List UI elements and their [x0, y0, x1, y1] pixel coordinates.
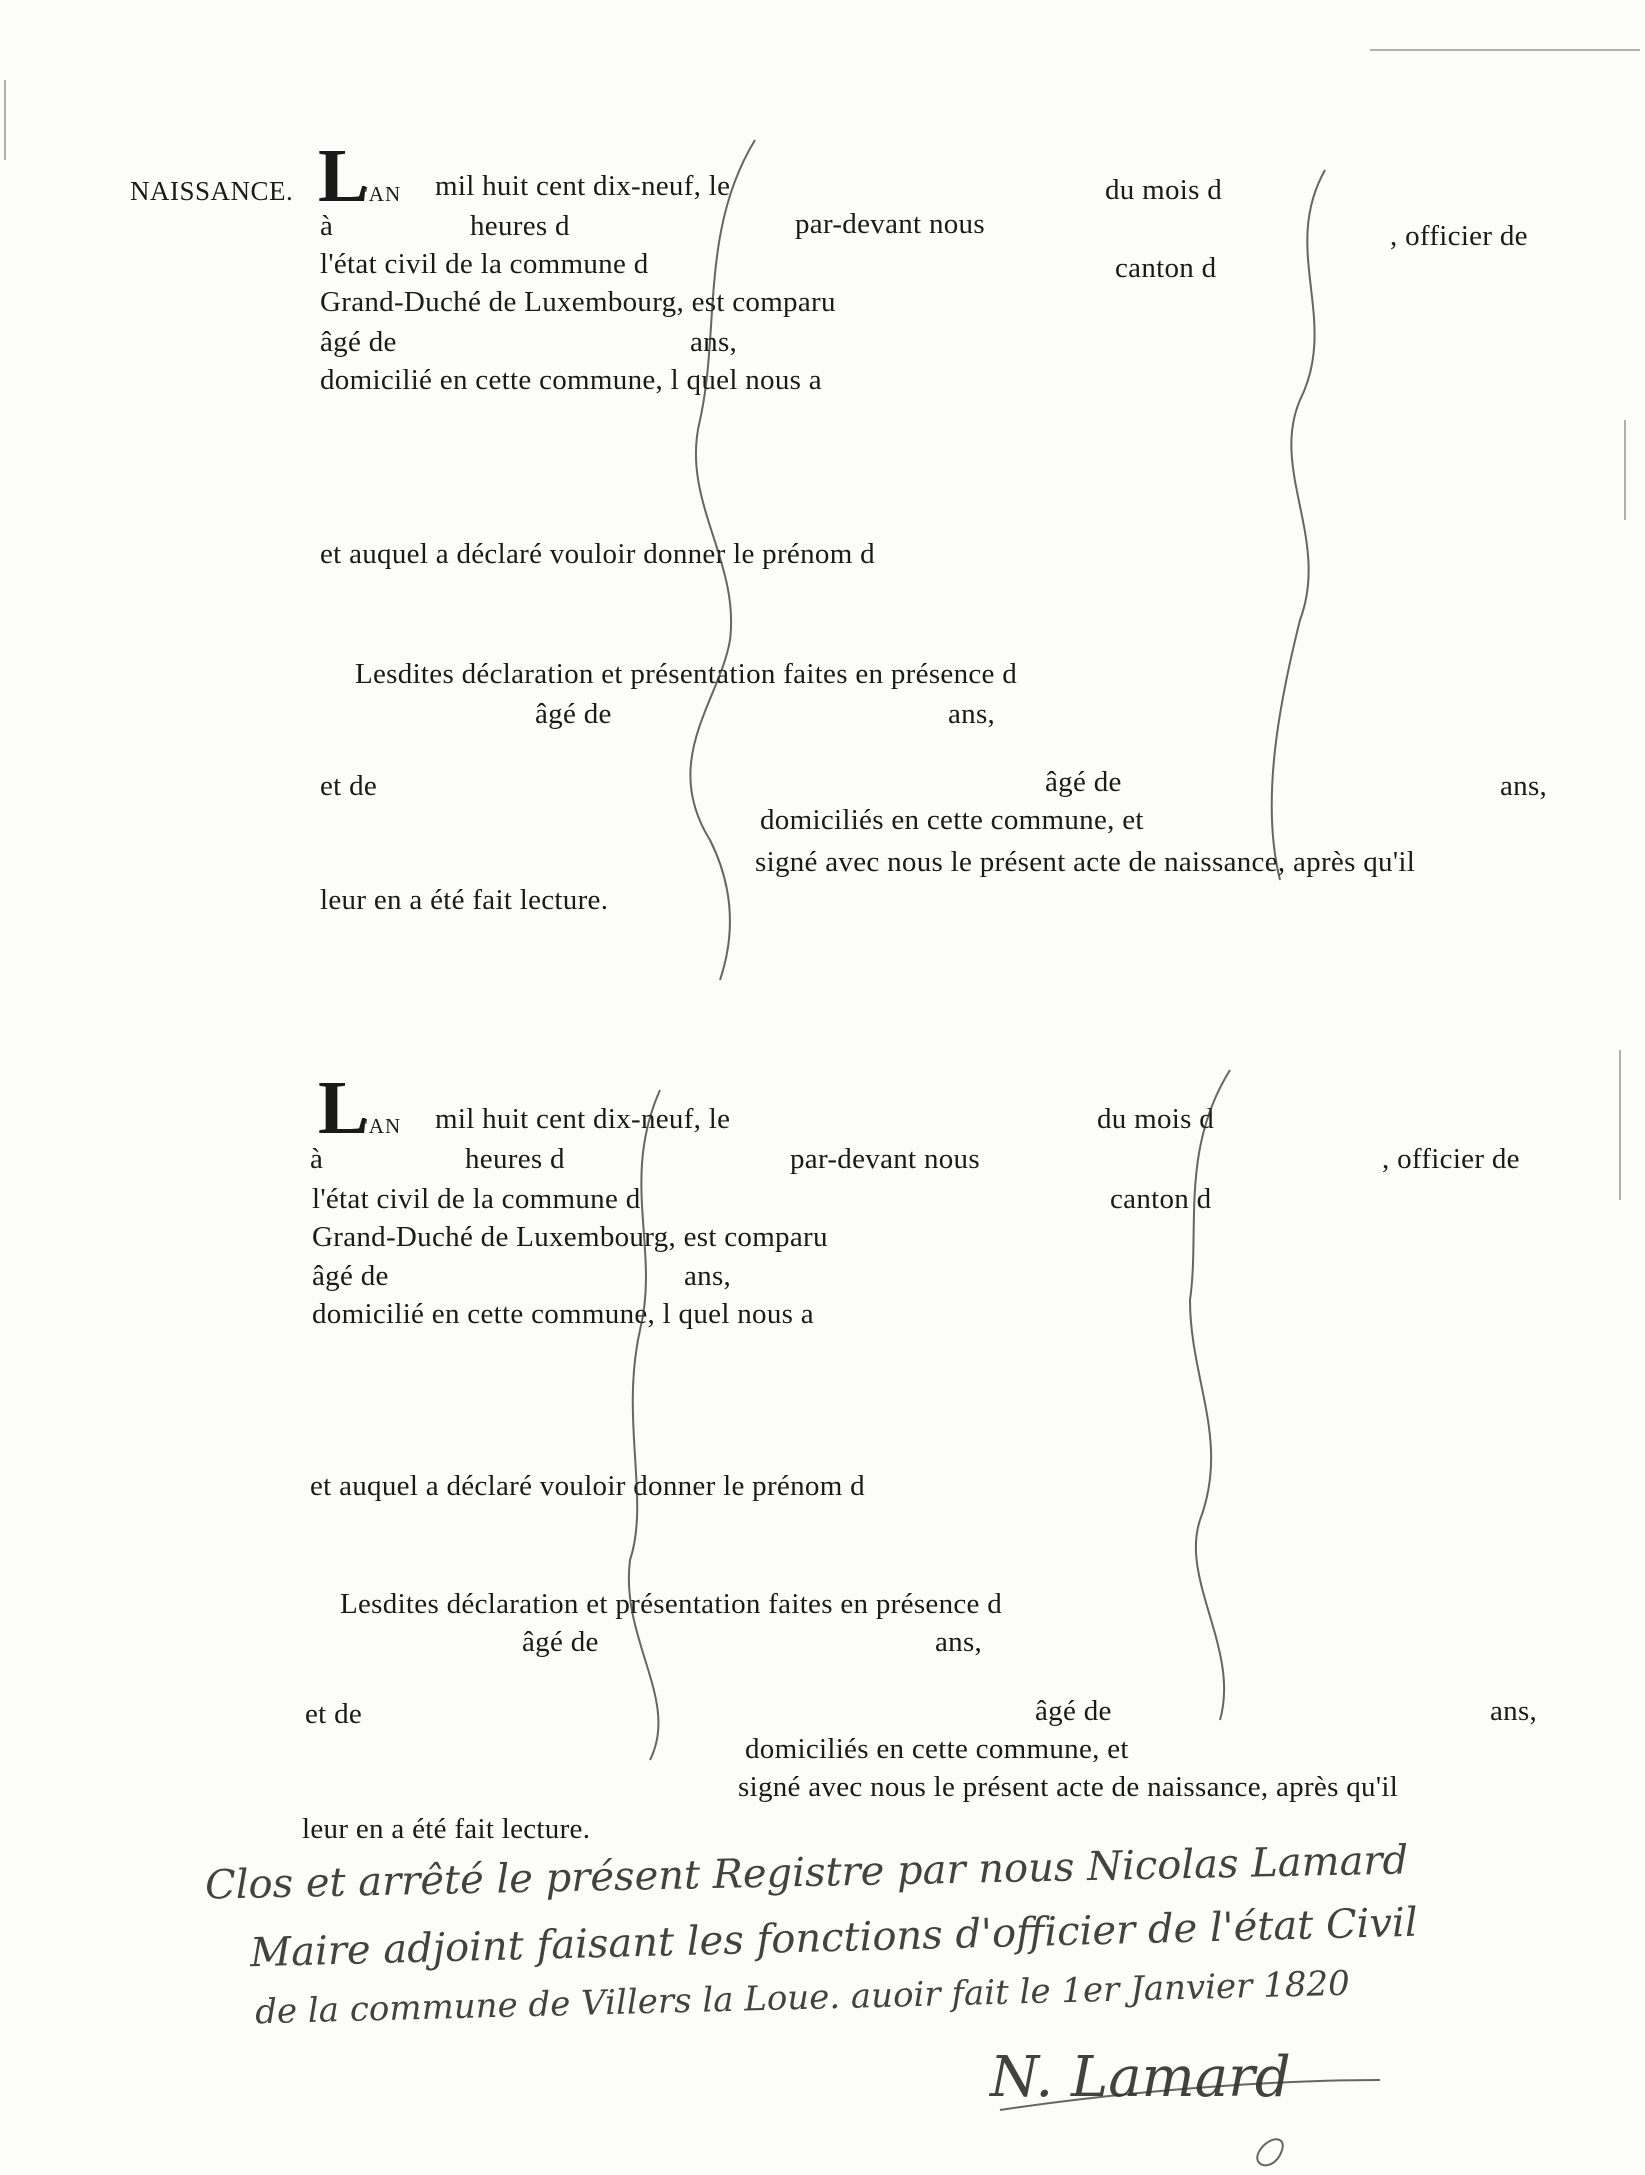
- line-signed: signé avec nous le présent acte de naissance, après qu'il: [738, 1771, 1399, 1803]
- margin-label-naissance: NAISSANCE.: [130, 176, 294, 206]
- line-month: du mois d: [1097, 1103, 1215, 1135]
- line-before-us: par-devant nous: [790, 1143, 980, 1175]
- line-duchy: Grand-Duché de Luxembourg, est comparu: [320, 286, 836, 318]
- drop-cap: L: [318, 134, 369, 218]
- line-years: ans,: [684, 1260, 732, 1292]
- line-first-name: et auquel a déclaré vouloir donner le prénom d: [320, 538, 875, 570]
- line-witness2-years: ans,: [1490, 1695, 1538, 1727]
- line-witness2: et de: [305, 1698, 363, 1730]
- line-age: âgé de: [320, 326, 397, 358]
- line-domiciled: domiciliés en cette commune, et: [760, 804, 1144, 836]
- drop-cap: L: [318, 1066, 369, 1150]
- line-domicile: domicilié en cette commune, l quel nous a: [320, 364, 822, 396]
- signature-loop: [1257, 2139, 1282, 2165]
- line-witness2-age: âgé de: [1045, 766, 1122, 798]
- line-read: leur en a été fait lecture.: [302, 1813, 591, 1845]
- line-years: ans,: [690, 326, 738, 358]
- line-a: à: [310, 1143, 324, 1175]
- line-hours: heures d: [465, 1143, 565, 1175]
- line-officer: , officier de: [1382, 1143, 1520, 1175]
- fold-crease-2: [1272, 170, 1325, 880]
- fold-crease-3: [629, 1090, 660, 1760]
- closing-line-1: Clos et arrêté le présent Registre par nous Nicolas Lamard: [204, 1837, 1409, 1909]
- line-witness1-age: âgé de: [535, 698, 612, 730]
- fold-crease-4: [1190, 1070, 1230, 1720]
- an-text: 'AN: [364, 182, 402, 206]
- line-canton: canton d: [1115, 252, 1217, 284]
- line-domiciled: domiciliés en cette commune, et: [745, 1733, 1129, 1765]
- line-witnesses: Lesdites déclaration et présentation faites en présence d: [340, 1588, 1003, 1620]
- line-commune: l'état civil de la commune d: [312, 1183, 641, 1215]
- line-witness2-age: âgé de: [1035, 1695, 1112, 1727]
- line-commune: l'état civil de la commune d: [320, 248, 649, 280]
- line-canton: canton d: [1110, 1183, 1212, 1215]
- line-witness1-years: ans,: [948, 698, 996, 730]
- line-month: du mois d: [1105, 174, 1223, 206]
- line-year: mil huit cent dix-neuf, le: [435, 170, 731, 202]
- closing-line-2: Maire adjoint faisant les fonctions d'officier de l'état Civil: [249, 1899, 1419, 1977]
- line-witness2: et de: [320, 770, 378, 802]
- line-witness2-years: ans,: [1500, 770, 1548, 802]
- line-a: à: [320, 210, 334, 242]
- an-text: 'AN: [364, 1114, 402, 1138]
- line-domicile: domicilié en cette commune, l quel nous a: [312, 1298, 814, 1330]
- line-year: mil huit cent dix-neuf, le: [435, 1103, 731, 1135]
- closing-line-3: de la commune de Villers la Loue. auoir fait le 1er Janvier 1820: [254, 1963, 1351, 2033]
- line-witnesses: Lesdites déclaration et présentation faites en présence d: [355, 658, 1018, 690]
- line-read: leur en a été fait lecture.: [320, 884, 609, 916]
- line-signed: signé avec nous le présent acte de naissance, après qu'il: [755, 846, 1416, 878]
- line-witness1-years: ans,: [935, 1626, 983, 1658]
- line-officer: , officier de: [1390, 220, 1528, 252]
- fold-crease-1: [690, 140, 755, 980]
- line-first-name: et auquel a déclaré vouloir donner le prénom d: [310, 1470, 865, 1502]
- line-witness1-age: âgé de: [522, 1626, 599, 1658]
- signature-flourish: [1000, 2080, 1380, 2110]
- line-hours: heures d: [470, 210, 570, 242]
- line-age: âgé de: [312, 1260, 389, 1292]
- line-before-us: par-devant nous: [795, 208, 985, 240]
- line-duchy: Grand-Duché de Luxembourg, est comparu: [312, 1221, 828, 1253]
- signature: N. Lamard: [990, 2045, 1291, 2110]
